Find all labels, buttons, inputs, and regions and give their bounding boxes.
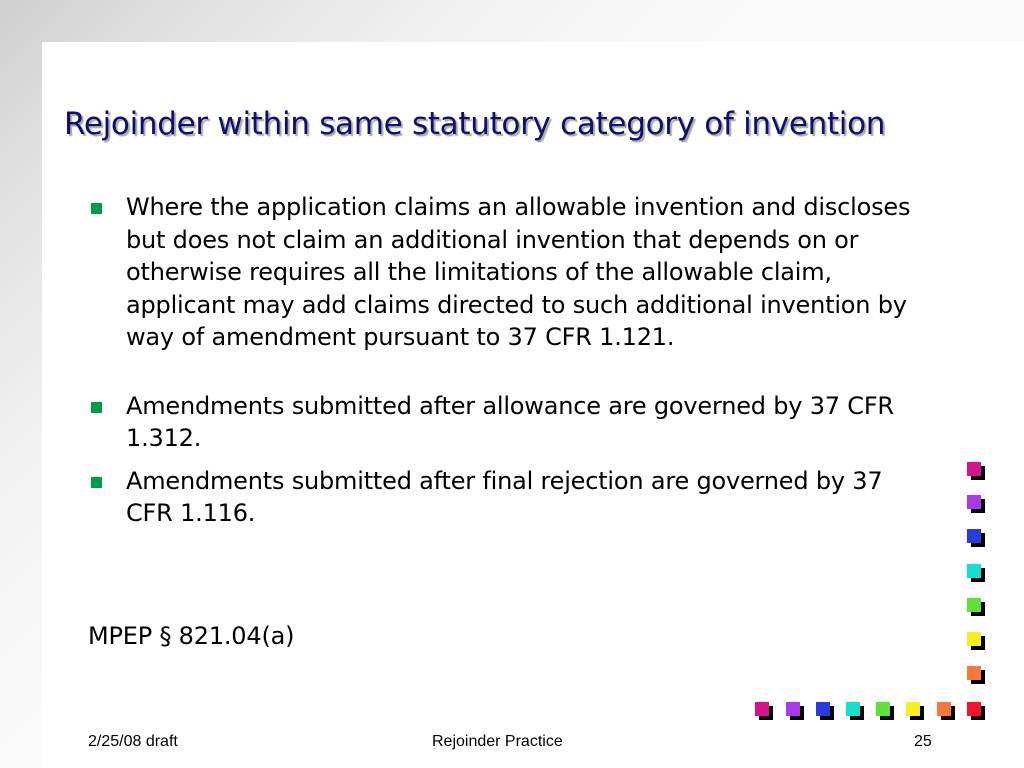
footer-date: 2/25/08 draft [88,733,178,750]
square-icon-h7 [937,702,951,716]
bullet-item-2 [86,390,936,455]
footer-title: Rejoinder Practice [432,733,563,750]
square-icon-h2 [786,702,800,716]
mpep-citation: MPEP § 821.04(a) [88,622,295,650]
square-icon-v4 [967,564,981,578]
bullet-text-3: Amendments submitted after final rejection are governed by 37 CFR 1.116. [126,466,883,527]
square-icon-v2 [967,495,981,509]
square-bullet-icon [91,477,102,488]
square-icon-v5 [967,598,981,612]
square-icon-v1 [967,462,981,476]
square-bullet-icon [91,402,102,413]
square-icon-h5 [876,702,890,716]
square-icon-h8 [967,702,981,716]
square-icon-v7 [967,666,981,680]
bullet-item-3 [86,465,936,530]
bullet-text-2: Amendments submitted after allowance are governed by 37 CFR 1.312. [126,391,894,452]
square-icon-h3 [816,702,830,716]
square-icon-h6 [906,702,920,716]
square-icon-h1 [755,702,769,716]
square-icon-h4 [846,702,860,716]
square-bullet-icon [91,203,102,214]
bullet-text-1: Where the application claims an allowable invention and discloses but does not claim an additional invention that depends on or otherwise requires all the limitations of the allowable claim, applicant may add claims directed to such additional invention by way of amendment pursuant to 37 CFR 1.121. [126,193,911,351]
square-icon-v3 [967,529,981,543]
bullet-item-1 [86,191,936,354]
footer-page-number: 25 [914,733,932,750]
bullet-list [86,191,936,530]
slide-title: Rejoinder within same statutory category of invention [64,106,886,142]
square-icon-v6 [967,632,981,646]
